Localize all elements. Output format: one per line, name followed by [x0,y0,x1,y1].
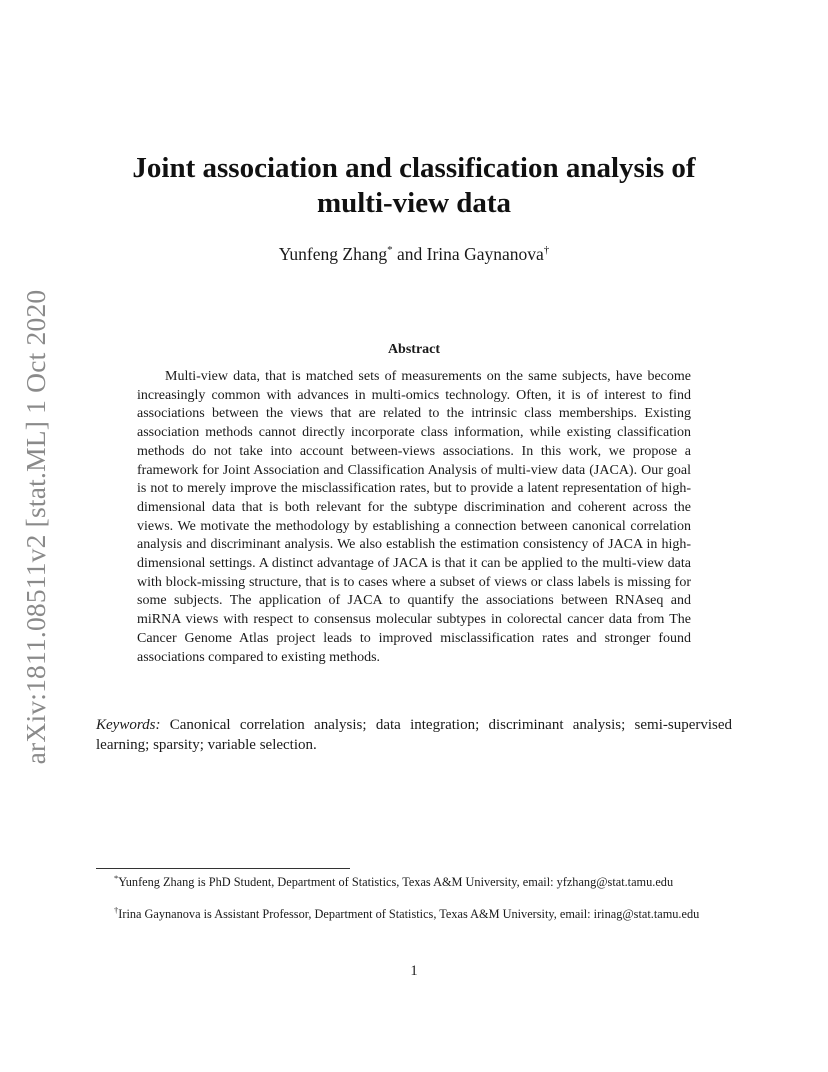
paper-title-line-2: multi-view data [316,187,512,219]
footnote-2-mark: † [114,904,119,915]
author-2-footnote-mark[interactable]: † [543,244,550,257]
footnote-2 [96,906,732,923]
abstract-heading: Abstract [387,342,441,357]
page-number: 1 [410,963,418,979]
paper-title [0,151,828,221]
author-name-2: Irina Gaynanova [426,244,544,264]
abstract-text: Multi-view data, that is matched sets of measurements on the same subjects, have become increasingly common with advances in multi-omics technology. Often, it is of interest to find associations between the views that are related to the intrinsic class memberships. Existing association methods cannot directly incorporate class information, while existing classification methods do not take into account between-views associations. In this work, we propose a framework for Joint Association and Classification Analysis of multi-view data (JACA). Our goal is not to merely improve the misclassification rates, but to provide a latent representation of high-dimensional data that is both relevant for the subtype discrimination and coherent across the views. We motivate the methodology by establishing a connection between canonical correlation analysis and discriminant analysis. We also establish the estimation consistency of JACA in high-dimensional settings. A distinct advantage of JACA is that it can be applied to the multi-view data with block-missing structure, that is to cases where a subset of views or class labels is missing for some subjects. The application of JACA to quantify the associations between RNAseq and miRNA views with respect to consensus molecular subtypes in colorectal cancer data from The Cancer Genome Atlas project leads to improved misclassification rates and stronger found associations compared to existing methods. [137,369,691,665]
author-connector: and [392,244,427,264]
footnote-1-mark: * [114,872,119,883]
author-name-1: Yunfeng Zhang [278,244,388,264]
keywords-list: Canonical correlation analysis; data integration; discriminant analysis; semi-supervised learning; sparsity; variable selection. [96,717,733,753]
arxiv-identifier: arXiv:1811.08511v2 [stat.ML] 1 Oct 2020 [20,289,51,765]
footnote-2-text: Irina Gaynanova is Assistant Professor, Department of Statistics, Texas A&M University, email: irinag@stat.tamu.edu [118,907,700,921]
footnote-1 [96,874,732,891]
footnote-1-text: Yunfeng Zhang is PhD Student, Department of Statistics, Texas A&M University, email: yfzhang@stat.tamu.edu [118,875,674,889]
footnote-divider [96,868,350,869]
author-1-footnote-mark[interactable]: * [387,244,393,257]
paper-title-line-1: Joint association and classification analysis of [132,152,696,184]
keywords-paragraph [96,715,732,755]
author-list [0,242,828,266]
keywords-label: Keywords: [96,717,161,733]
